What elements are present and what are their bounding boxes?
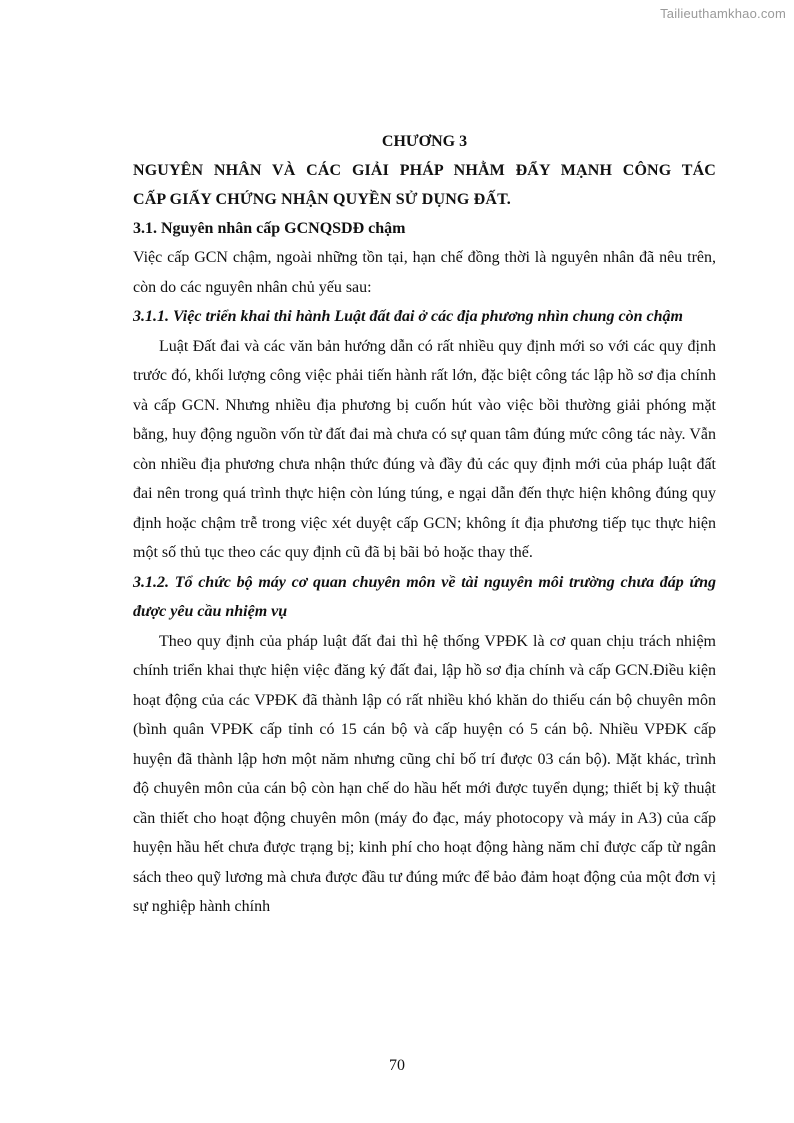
chapter-title-line-1: NGUYÊN NHÂN VÀ CÁC GIẢI PHÁP NHẰM ĐẨY MẠNH CÔNG TÁC [133, 162, 716, 179]
paragraph-3-1-2: Theo quy định của pháp luật đất đai thì hệ thống VPĐK là cơ quan chịu trách nhiệm chính triển khai thực hiện việc đăng ký đất đai, lập hồ sơ địa chính và cấp GCN.Điều kiện hoạt động của các VPĐK đã thành lập có rất nhiều khó khăn do thiếu cán bộ chuyên môn (bình quân VPĐK cấp tỉnh có 15 cán bộ và cấp huyện có 5 cán bộ. Nhiều VPĐK cấp huyện đã thành lập hơn một năm nhưng cũng chỉ bố trí được 03 cán bộ). Mặt khác, trình độ chuyên môn của cán bộ còn hạn chế do hầu hết mới được tuyển dụng; thiết bị kỹ thuật cần thiết cho hoạt động chuyên môn (máy đo đạc, máy photocopy và máy in A3) của cấp huyện hầu hết chưa được trạng bị; kinh phí cho hoạt động hàng năm chỉ được cấp từ ngân sách theo quỹ lương mà chưa được đầu tư đúng mức để bảo đảm hoạt động của một đơn vị sự nghiệp hành chính [133, 632, 716, 915]
watermark: Tailieuthamkhao.com [660, 6, 786, 21]
paragraph-3-1-1: Luật Đất đai và các văn bản hướng dẫn có rất nhiều quy định mới so với các quy định trước đó, khối lượng công việc phải tiến hành rất lớn, đặc biệt công tác lập hồ sơ địa chính và cấp GCN. Nhưng nhiều địa phương bị cuốn hút vào việc bồi thường giải phóng mặt bằng, huy động nguồn vốn từ đất đai mà chưa có sự quan tâm đúng mức công tác này. Vẫn còn nhiều địa phương chưa nhận thức đúng và đầy đủ các quy định mới của pháp luật đất đai nên trong quá trình thực hiện còn lúng túng, e ngại dẫn đến thực hiện không đúng quy định hoặc chậm trễ trong việc xét duyệt cấp GCN; không ít địa phương tiếp tục thực hiện một số thủ tục theo các quy định cũ đã bị bãi bỏ hoặc thay thế. [133, 337, 716, 561]
chapter-title-line-2: CẤP GIẤY CHỨNG NHẬN QUYỀN SỬ DỤNG ĐẤT. [133, 191, 511, 208]
page-number: 70 [389, 1057, 405, 1074]
chapter-heading: CHƯƠNG 3 [381, 133, 468, 150]
section-heading-3-1: 3.1. Nguyên nhân cấp GCNQSDĐ chậm [133, 220, 406, 237]
chapter-title [133, 156, 716, 214]
section-heading-3-1-2: 3.1.2. Tổ chức bộ máy cơ quan chuyên môn về tài nguyên môi trường chưa đáp ứng được yêu cầu nhiệm vụ [133, 573, 716, 620]
document-page [133, 127, 716, 922]
section-heading-3-1-1: 3.1.1. Việc triển khai thi hành Luật đất đai ở các địa phương nhìn chung còn chậm [133, 308, 683, 325]
intro-paragraph: Việc cấp GCN chậm, ngoài những tồn tại, hạn chế đồng thời là nguyên nhân đã nêu trên, còn do các nguyên nhân chủ yếu sau: [133, 249, 716, 296]
